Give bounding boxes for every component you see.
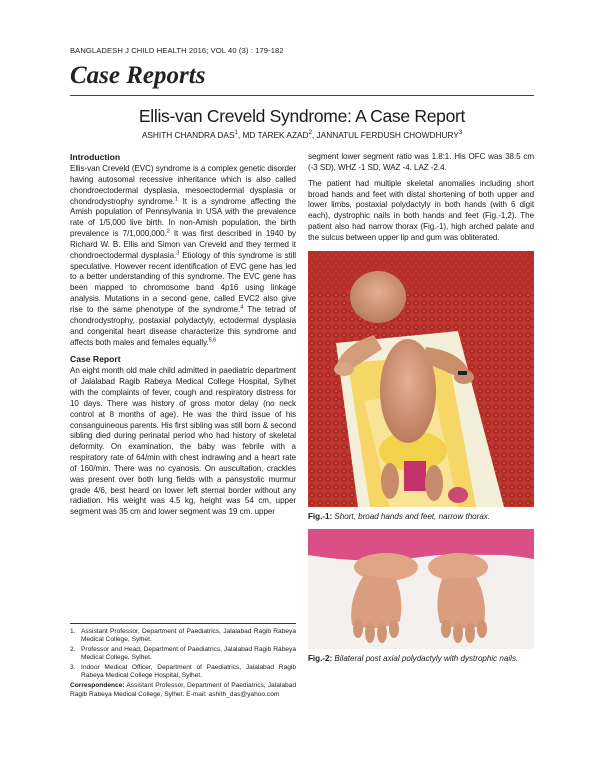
figure-2-caption: Fig.-2: Bilateral post axial polydactyly with dystrophic nails. bbox=[308, 653, 519, 663]
footnote: 2. Professor and Head, Department of Paediatrics, Jalalabad Ragib Rabeya Medical College, Sylhet. bbox=[70, 646, 296, 662]
figure-1-caption: Fig.-1: Short, broad hands and feet, narrow thorax. bbox=[308, 511, 491, 521]
header-divider bbox=[70, 95, 534, 96]
correspondence: Correspondence: Assistant Professor, Department of Paediatrics, Jalalabad Ragib Rabeya Medical College, Sylhet. E-mail: ashith_das@yahoo.com bbox=[70, 682, 296, 698]
section-heading: Case Reports bbox=[70, 62, 206, 89]
introduction-paragraph: Ellis-van Creveld (EVC) syndrome is a complex genetic disorder having autosomal recessive inheritance which is also called chondroectodermal dysplasia, mesoectodermal dysplasia or chondrodystrophy syndrome.$^1$ It is a syndrome affecting the Amish population of Pennsylvania in USA with the prevalence rate of 1/5,000 live birth. In non-Amish population, the birth prevalence is 7/1,000,000.$^2$ It was first described in 1940 by Richard W. B. Ellis and Simon van Creveld and they termed it chondroectodermal dysplasia.$^3$ Etiology of this syndrome is still speculative. However recent identification of EVC gene has led to a better understanding of this syndrome. The EVC gene has been mapped to chromosome band 4p16 using linkage analysis. Mutations in a second gene, called EVC2 also give rise to the same phenotype of the syndrome.$^4$ The tetrad of chondrodystrophy, postaxial polydactyly, ectodermal dysplasia and congenital heart disease characterize this syndrome and affects both males and females equally.$^{5,6}$ bbox=[70, 164, 296, 347]
author-name: MD TAREK AZAD bbox=[242, 130, 309, 140]
case-report-paragraph: An eight month old male child admitted in paediatric department of Jalalabad Ragib Rabeya Medical College Hospital, Sylhet with the complaints of fever, cough and respiratory distress for 10 days. There was history of gross motor delay (no neck control at 8 months of age). He was the third issue of his consanguineous parents. His first sibling was still born & second sibling died during perinatal period who had history of skeletal deformity. On examination, the baby was febrile with a respiratory rate of 64/min with chest indrawing and a heart rate of 160/min. There was no cyanosis. On auscultation, crackles was present over both lung fields with a pansystolic murmur grade 4/6, best heard on lower left sternal border without any radiation. His weight was 4.5 kg, height was 54 cm, upper segment was 35 cm and lower segment was 19 cm. upper bbox=[70, 366, 296, 517]
author-affiliation-mark: 3 bbox=[458, 130, 463, 137]
figure-1-photo bbox=[308, 251, 534, 507]
footnote: 3. Indoor Medical Officer, Department of Paediatrics, Jalalabad Ragib Rabeya Medical College Hospital, Sylhet. bbox=[70, 664, 296, 680]
right-column bbox=[308, 152, 534, 664]
journal-citation: BANGLADESH J CHILD HEALTH 2016; VOL 40 (3) : 179-182 bbox=[70, 46, 284, 55]
figure-2-photo bbox=[308, 529, 534, 649]
introduction-heading: Introduction bbox=[70, 152, 121, 162]
footnote: 1. Assistant Professor, Department of Paediatrics, Jalalabad Ragib Rabeya Medical College, Sylhet. bbox=[70, 628, 296, 644]
case-report-continued: segment lower segment ratio was 1.8:1. His OFC was 38.5 cm (-3 SD), WHZ -1 SD, WAZ -4. LAZ -2.4. bbox=[308, 152, 534, 172]
author-name: ASHITH CHANDRA DAS bbox=[141, 130, 235, 140]
footnotes bbox=[70, 628, 296, 699]
article-title: Ellis-van Creveld Syndrome: A Case Report bbox=[138, 106, 466, 126]
author-affiliation-mark: 2 bbox=[308, 130, 312, 137]
footnote-divider bbox=[70, 623, 296, 624]
author-affiliation-mark: 1 bbox=[234, 130, 238, 137]
left-column bbox=[70, 152, 296, 518]
author-line: ASHITH CHANDRA DAS$^1$, MD TAREK AZAD$^2$, JANNATUL FERDUSH CHOWDHURY$^3$ bbox=[141, 130, 463, 140]
case-report-heading: Case Report bbox=[70, 354, 121, 365]
skeletal-anomalies-paragraph: The patient had multiple skeletal anomalies including short broad hands and feet with distal shortening of both upper and lower limbs, postaxial polydactyly in both hands (with 6 digit each), dystrophic nails in both hands and feet (Fig.-1,2). The patient also had narrow thorax (Fig.-1), high arched palate and the sulcus between upper lip and gum was obliterated. bbox=[308, 178, 534, 242]
author-name: JANNATUL FERDUSH CHOWDHURY bbox=[316, 130, 459, 140]
